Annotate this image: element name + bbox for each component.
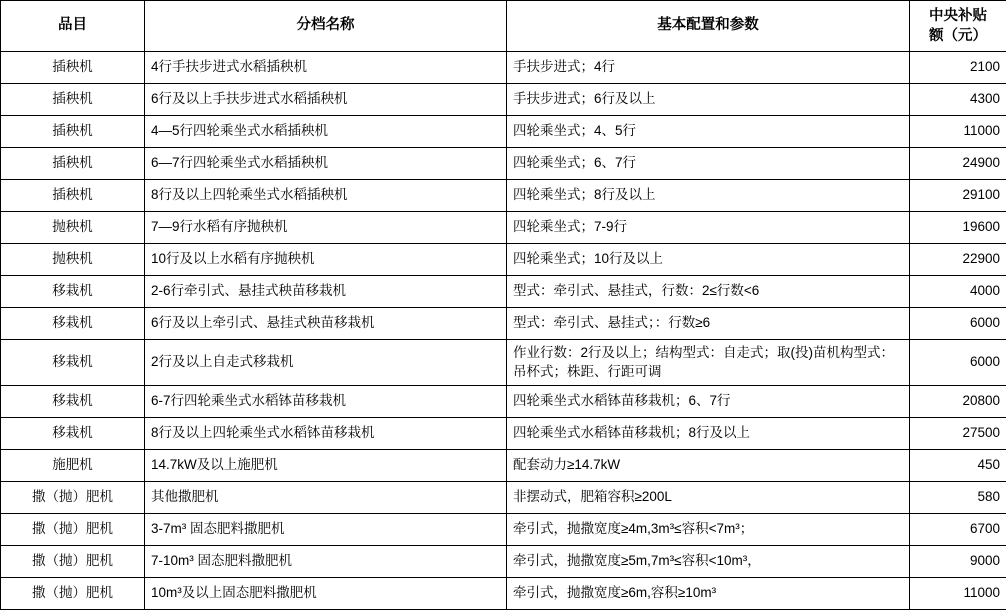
cell-amount: 4300 xyxy=(910,84,1006,116)
cell-amount: 19600 xyxy=(910,212,1006,244)
cell-grade: 8行及以上四轮乘坐式水稻钵苗移栽机 xyxy=(145,418,507,450)
table-body xyxy=(1,52,1006,610)
header-amount-line1: 中央补贴 xyxy=(914,6,1002,26)
table-row xyxy=(1,514,1006,546)
cell-amount: 2100 xyxy=(910,52,1006,84)
cell-item: 施肥机 xyxy=(1,450,145,482)
cell-amount: 11000 xyxy=(910,116,1006,148)
cell-spec: 四轮乘坐式；4、5行 xyxy=(507,116,910,148)
header-amount-line2: 额（元） xyxy=(914,26,1002,46)
header-grade: 分档名称 xyxy=(145,1,507,52)
cell-item: 撒（抛）肥机 xyxy=(1,546,145,578)
table-row xyxy=(1,546,1006,578)
cell-grade: 4行手扶步进式水稻插秧机 xyxy=(145,52,507,84)
header-spec: 基本配置和参数 xyxy=(507,1,910,52)
table-row xyxy=(1,148,1006,180)
cell-amount: 9000 xyxy=(910,546,1006,578)
cell-grade: 2行及以上自走式移栽机 xyxy=(145,340,507,386)
table-row xyxy=(1,116,1006,148)
cell-grade: 6—7行四轮乘坐式水稻插秧机 xyxy=(145,148,507,180)
cell-amount: 6000 xyxy=(910,340,1006,386)
cell-grade: 4—5行四轮乘坐式水稻插秧机 xyxy=(145,116,507,148)
table-row xyxy=(1,482,1006,514)
cell-spec: 牵引式，抛撒宽度≥4m,3m³≤容积<7m³； xyxy=(507,514,910,546)
table-row xyxy=(1,418,1006,450)
cell-item: 抛秧机 xyxy=(1,244,145,276)
cell-item: 撒（抛）肥机 xyxy=(1,482,145,514)
cell-grade: 10行及以上水稻有序抛秧机 xyxy=(145,244,507,276)
cell-item: 移栽机 xyxy=(1,340,145,386)
cell-grade: 14.7kW及以上施肥机 xyxy=(145,450,507,482)
table-row xyxy=(1,386,1006,418)
cell-spec: 四轮乘坐式；6、7行 xyxy=(507,148,910,180)
cell-amount: 580 xyxy=(910,482,1006,514)
cell-item: 插秧机 xyxy=(1,180,145,212)
cell-spec: 型式：牵引式、悬挂式，行数：2≤行数<6 xyxy=(507,276,910,308)
cell-item: 插秧机 xyxy=(1,52,145,84)
cell-grade: 10m³及以上固态肥料撒肥机 xyxy=(145,578,507,610)
cell-amount: 6700 xyxy=(910,514,1006,546)
cell-item: 移栽机 xyxy=(1,386,145,418)
cell-spec: 手扶步进式；4行 xyxy=(507,52,910,84)
cell-item: 插秧机 xyxy=(1,116,145,148)
cell-spec: 四轮乘坐式；7-9行 xyxy=(507,212,910,244)
table-row xyxy=(1,450,1006,482)
cell-amount: 11000 xyxy=(910,578,1006,610)
cell-spec: 配套动力≥14.7kW xyxy=(507,450,910,482)
table-header-row xyxy=(1,1,1006,52)
table-row xyxy=(1,308,1006,340)
cell-amount: 450 xyxy=(910,450,1006,482)
cell-spec: 手扶步进式；6行及以上 xyxy=(507,84,910,116)
cell-spec: 牵引式，抛撒宽度≥6m,容积≥10m³ xyxy=(507,578,910,610)
cell-amount: 24900 xyxy=(910,148,1006,180)
cell-spec: 四轮乘坐式水稻钵苗移栽机；8行及以上 xyxy=(507,418,910,450)
cell-item: 移栽机 xyxy=(1,308,145,340)
table-row xyxy=(1,212,1006,244)
header-amount xyxy=(910,1,1006,52)
cell-amount: 4000 xyxy=(910,276,1006,308)
cell-spec: 牵引式，抛撒宽度≥5m,7m³≤容积<10m³， xyxy=(507,546,910,578)
cell-spec: 非摆动式，肥箱容积≥200L xyxy=(507,482,910,514)
cell-grade: 7—9行水稻有序抛秧机 xyxy=(145,212,507,244)
cell-item: 插秧机 xyxy=(1,148,145,180)
cell-spec: 四轮乘坐式；8行及以上 xyxy=(507,180,910,212)
cell-grade: 3-7m³ 固态肥料撒肥机 xyxy=(145,514,507,546)
cell-amount: 22900 xyxy=(910,244,1006,276)
cell-grade: 2-6行牵引式、悬挂式秧苗移栽机 xyxy=(145,276,507,308)
cell-item: 撒（抛）肥机 xyxy=(1,514,145,546)
cell-grade: 6-7行四轮乘坐式水稻钵苗移栽机 xyxy=(145,386,507,418)
header-item: 品目 xyxy=(1,1,145,52)
cell-amount: 27500 xyxy=(910,418,1006,450)
table-row xyxy=(1,180,1006,212)
table-header xyxy=(1,1,1006,52)
cell-spec: 型式：牵引式、悬挂式；：行数≥6 xyxy=(507,308,910,340)
table-row xyxy=(1,340,1006,386)
cell-amount: 6000 xyxy=(910,308,1006,340)
cell-spec: 作业行数：2行及以上；结构型式：自走式；取(投)苗机构型式：吊杯式；株距、行距可调 xyxy=(507,340,910,386)
table-row xyxy=(1,52,1006,84)
cell-item: 抛秧机 xyxy=(1,212,145,244)
cell-grade: 其他撒肥机 xyxy=(145,482,507,514)
cell-item: 移栽机 xyxy=(1,418,145,450)
cell-spec: 四轮乘坐式水稻钵苗移栽机；6、7行 xyxy=(507,386,910,418)
table-row xyxy=(1,244,1006,276)
cell-amount: 29100 xyxy=(910,180,1006,212)
table-row xyxy=(1,84,1006,116)
cell-item: 撒（抛）肥机 xyxy=(1,578,145,610)
cell-spec: 四轮乘坐式；10行及以上 xyxy=(507,244,910,276)
table-row xyxy=(1,276,1006,308)
cell-item: 插秧机 xyxy=(1,84,145,116)
cell-item: 移栽机 xyxy=(1,276,145,308)
cell-grade: 6行及以上牵引式、悬挂式秧苗移栽机 xyxy=(145,308,507,340)
cell-grade: 8行及以上四轮乘坐式水稻插秧机 xyxy=(145,180,507,212)
cell-grade: 6行及以上手扶步进式水稻插秧机 xyxy=(145,84,507,116)
cell-grade: 7-10m³ 固态肥料撒肥机 xyxy=(145,546,507,578)
cell-amount: 20800 xyxy=(910,386,1006,418)
